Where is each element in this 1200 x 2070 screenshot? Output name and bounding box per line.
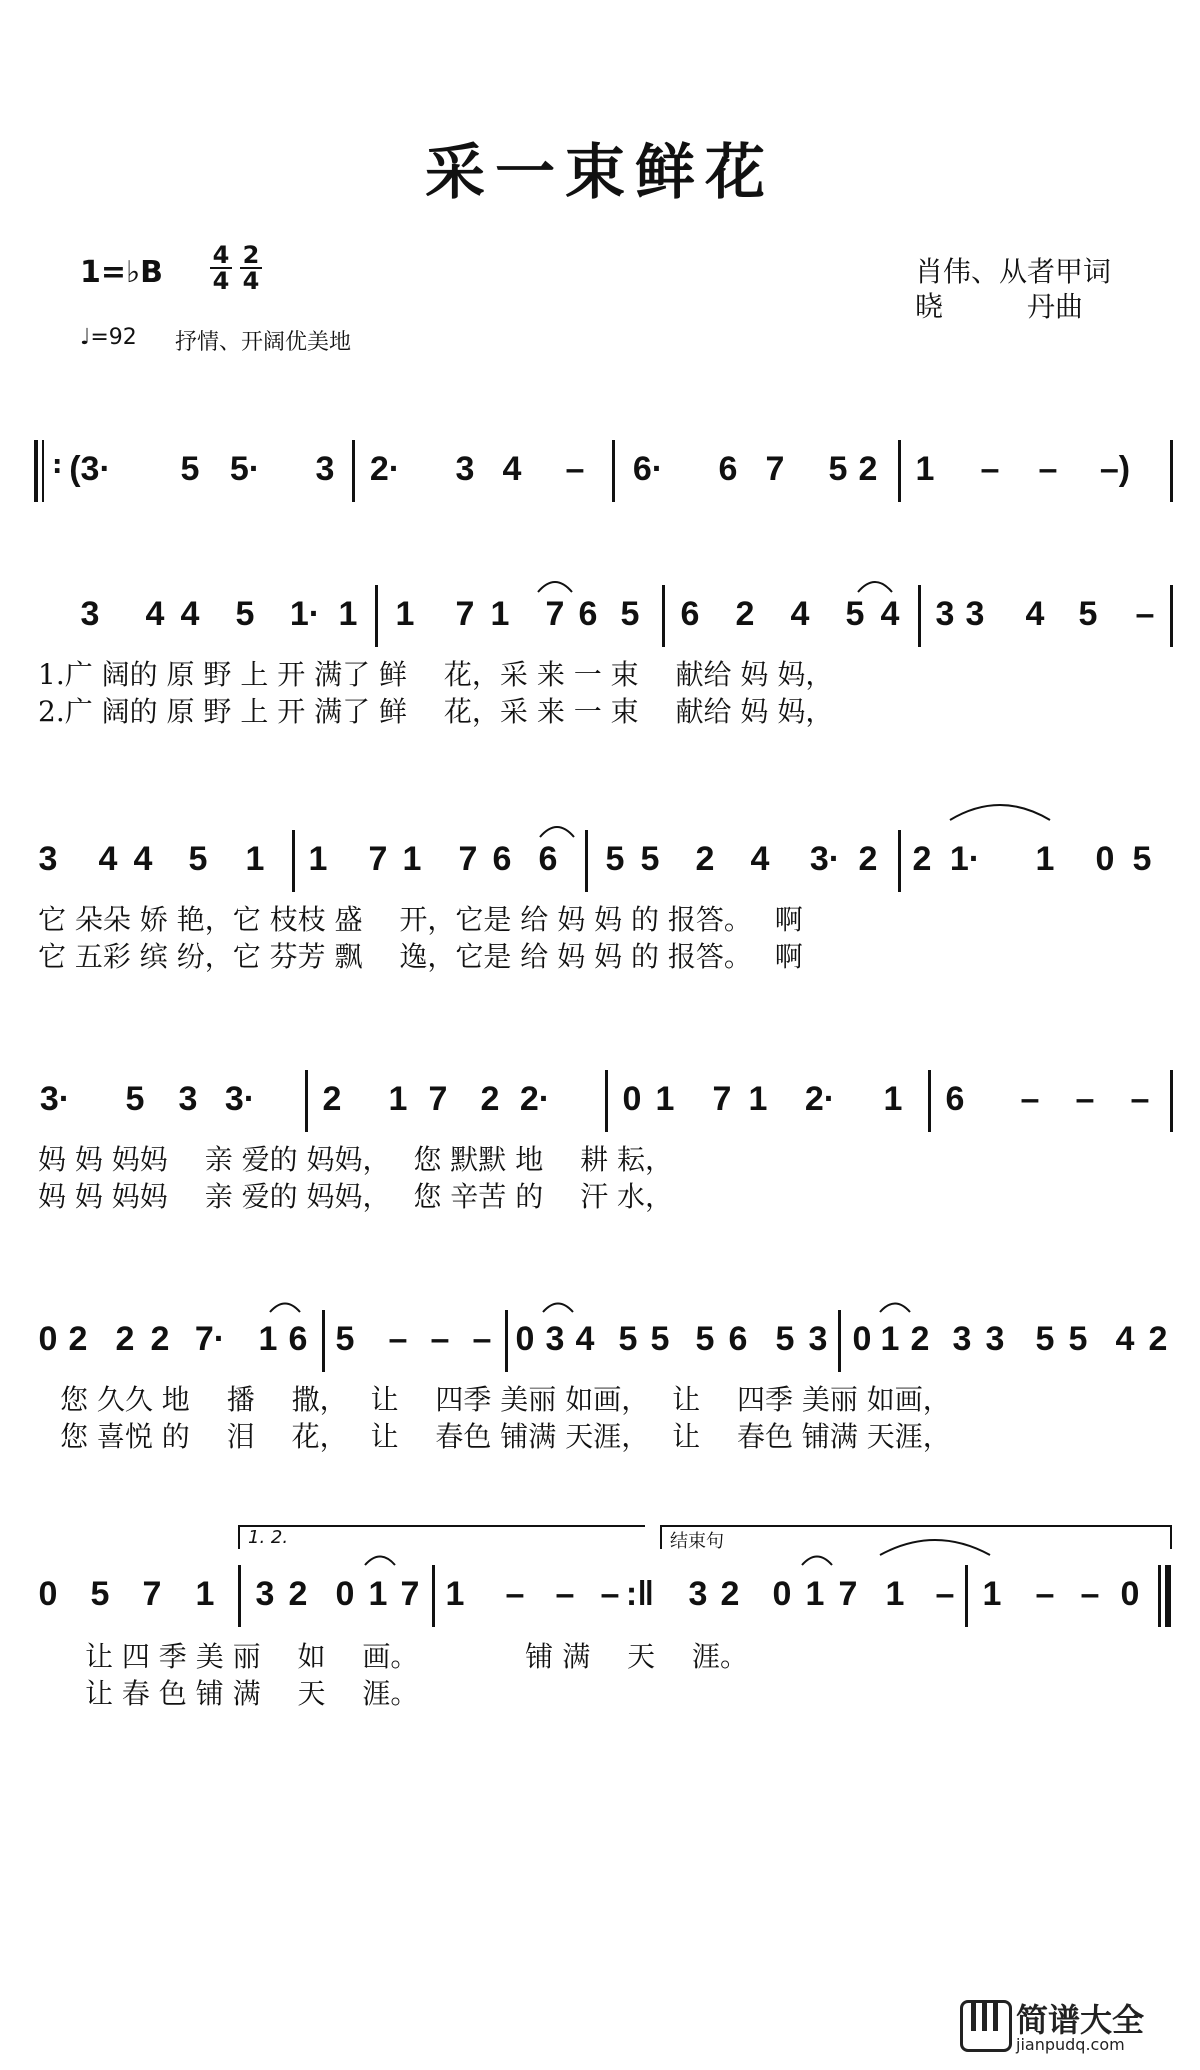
note: 5 — [605, 840, 625, 878]
note: – — [472, 1320, 492, 1358]
note: 4 — [145, 595, 165, 633]
note: 2 — [695, 840, 715, 878]
note: 1 — [445, 1575, 465, 1613]
note: 5 — [1132, 840, 1152, 878]
note: 6 — [538, 840, 558, 878]
note: 5 — [828, 450, 848, 488]
denominator: 4 — [242, 267, 260, 295]
denominator: 4 — [212, 267, 230, 295]
note: 3· — [39, 1080, 71, 1118]
note: 1 — [885, 1575, 905, 1613]
note: 7 — [458, 840, 478, 878]
note: 7 — [142, 1575, 162, 1613]
lyrics-verse-1: 1.广 阔的 原 野 上 开 满了 鲜 花，采 来 一 束 献给 妈 妈， — [38, 658, 834, 691]
note: 1 — [402, 840, 422, 878]
note: –) — [1099, 450, 1131, 488]
note: 5 — [1068, 1320, 1088, 1358]
note: 0 — [1095, 840, 1115, 878]
note: 2 — [115, 1320, 135, 1358]
note: 5 — [695, 1320, 715, 1358]
note: – — [980, 450, 1000, 488]
numerator: 2 — [242, 241, 260, 269]
note: – — [1130, 1080, 1150, 1118]
note: 7 — [455, 595, 475, 633]
tie-arc — [950, 805, 1050, 820]
note: 4 — [1025, 595, 1045, 633]
note: 3 — [80, 595, 100, 633]
note: 1 — [245, 840, 265, 878]
note: 6 — [718, 450, 738, 488]
note: 7 — [545, 595, 565, 633]
note: 2 — [912, 840, 932, 878]
site-logo — [960, 1995, 1190, 2055]
note: 3 — [455, 450, 475, 488]
note: 0 — [772, 1575, 792, 1613]
note: 1 — [1035, 840, 1055, 878]
note: 3 — [965, 595, 985, 633]
lyrics-verse-1: 让 四 季 美 丽 如 画。 铺 满 天 涯。 — [85, 1640, 749, 1673]
note: – — [1020, 1080, 1040, 1118]
note: 1 — [805, 1575, 825, 1613]
note: – — [1038, 450, 1058, 488]
note: 2 — [910, 1320, 930, 1358]
tie-arc — [880, 1540, 990, 1555]
note: 2· — [519, 1080, 551, 1118]
song-title: 采一束鲜花 — [425, 138, 775, 208]
note: 7 — [765, 450, 785, 488]
note: 5 — [640, 840, 660, 878]
note: 4 — [180, 595, 200, 633]
key — [971, 2003, 976, 2031]
lyrics-verse-2: 2.广 阔的 原 野 上 开 满了 鲜 花，采 来 一 束 献给 妈 妈， — [38, 695, 834, 728]
lyrics-verse-2: 您 喜悦 的 泪 花， 让 春色 铺满 天涯， 让 春色 铺满 天涯， — [60, 1420, 951, 1453]
note: 0 — [622, 1080, 642, 1118]
note: 6· — [632, 450, 664, 488]
note: 7 — [838, 1575, 858, 1613]
note: 6 — [728, 1320, 748, 1358]
tie-arc — [540, 827, 574, 837]
piano-keys-icon — [960, 2000, 1012, 2052]
note: 3 — [38, 840, 58, 878]
note: 1· — [289, 595, 321, 633]
note: 0 — [1120, 1575, 1140, 1613]
note: 5 — [775, 1320, 795, 1358]
note: 1 — [368, 1575, 388, 1613]
note: 0 — [515, 1320, 535, 1358]
note: 7 — [400, 1575, 420, 1613]
note: 4 — [1115, 1320, 1135, 1358]
note: 7 — [368, 840, 388, 878]
note: 3 — [255, 1575, 275, 1613]
tie-arc — [270, 1304, 300, 1313]
note: 1 — [748, 1080, 768, 1118]
note: 5 — [650, 1320, 670, 1358]
note: – — [1080, 1575, 1100, 1613]
note: 0 — [38, 1575, 58, 1613]
note: 7 — [712, 1080, 732, 1118]
note: 2 — [288, 1575, 308, 1613]
note: – — [430, 1320, 450, 1358]
composer-credit: 晓 丹曲 — [915, 290, 1084, 323]
note: – — [935, 1575, 955, 1613]
coda-label: 结束句 — [670, 1531, 724, 1552]
note: 0 — [335, 1575, 355, 1613]
lyrics-verse-1: 妈 妈 妈妈 亲 爱的 妈妈， 您 默默 地 耕 耘， — [38, 1143, 674, 1176]
note: – — [505, 1575, 525, 1613]
note: – — [565, 450, 585, 488]
tie-arc — [802, 1557, 832, 1566]
note: 1 — [258, 1320, 278, 1358]
note: 1 — [883, 1080, 903, 1118]
note: 2· — [369, 450, 401, 488]
note: 1 — [388, 1080, 408, 1118]
note: 3 — [952, 1320, 972, 1358]
note: 2· — [804, 1080, 836, 1118]
repeat-dots: : — [52, 450, 63, 480]
note: 1· — [949, 840, 981, 878]
numerator: 4 — [212, 241, 230, 269]
note: 2 — [322, 1080, 342, 1118]
lyrics-verse-2: 它 五彩 缤 纷，它 芬芳 飘 逸，它是 给 妈 妈 的 报答。 啊 — [38, 940, 803, 973]
note: 1 — [338, 595, 358, 633]
key — [982, 2003, 987, 2031]
note: – — [1135, 595, 1155, 633]
key-signature: 1=♭B — [80, 255, 164, 290]
note: 5· — [229, 450, 261, 488]
tie-arc — [543, 1304, 573, 1313]
repeat-end-sign: :‖ — [625, 1575, 655, 1613]
note: 4 — [575, 1320, 595, 1358]
tie-arc — [538, 582, 572, 592]
note: 3· — [809, 840, 841, 878]
note: 2 — [858, 840, 878, 878]
note: 3 — [545, 1320, 565, 1358]
note: – — [1035, 1575, 1055, 1613]
note: 0 — [38, 1320, 58, 1358]
note: 2 — [735, 595, 755, 633]
expression-mark: 抒情、开阔优美地 — [175, 330, 352, 355]
note: 1 — [880, 1320, 900, 1358]
note: 1 — [308, 840, 328, 878]
note: 5 — [845, 595, 865, 633]
note: 2 — [858, 450, 878, 488]
tie-arc — [880, 1304, 910, 1313]
note: 5 — [1078, 595, 1098, 633]
note: 6 — [288, 1320, 308, 1358]
note: 2 — [480, 1080, 500, 1118]
note: 3 — [808, 1320, 828, 1358]
note: 3 — [178, 1080, 198, 1118]
note: 2 — [68, 1320, 88, 1358]
note: 4 — [880, 595, 900, 633]
note: – — [1075, 1080, 1095, 1118]
note: 5 — [188, 840, 208, 878]
logo-text: 简谱大全 — [1016, 2001, 1145, 2039]
note: 4 — [750, 840, 770, 878]
note: 6 — [578, 595, 598, 633]
note: 4 — [790, 595, 810, 633]
note: 5 — [620, 595, 640, 633]
note: 5 — [1035, 1320, 1055, 1358]
note: 5 — [335, 1320, 355, 1358]
note: 2 — [720, 1575, 740, 1613]
lyrics-verse-2: 让 春 色 铺 满 天 涯。 — [85, 1677, 419, 1710]
note: 1 — [490, 595, 510, 633]
note: 1 — [982, 1575, 1002, 1613]
note: 3· — [224, 1080, 256, 1118]
tie-arc — [365, 1557, 395, 1566]
note: 3 — [315, 450, 335, 488]
note: 7 — [428, 1080, 448, 1118]
note: (3· — [69, 450, 111, 488]
note: – — [600, 1575, 620, 1613]
note: 2 — [1148, 1320, 1168, 1358]
note: 4 — [502, 450, 522, 488]
note: 5 — [180, 450, 200, 488]
note: 3 — [985, 1320, 1005, 1358]
note: 6 — [680, 595, 700, 633]
note: – — [388, 1320, 408, 1358]
note: 3 — [688, 1575, 708, 1613]
note: – — [555, 1575, 575, 1613]
note: 1 — [195, 1575, 215, 1613]
note: 5 — [125, 1080, 145, 1118]
lyricist-credit: 肖伟、从者甲词 — [915, 255, 1112, 288]
note: 6 — [945, 1080, 965, 1118]
tie-arc — [858, 582, 892, 592]
volta-label: 1. 2. — [248, 1527, 289, 1548]
lyrics-verse-2: 妈 妈 妈妈 亲 爱的 妈妈， 您 辛苦 的 汗 水， — [38, 1180, 674, 1213]
note: 1 — [915, 450, 935, 488]
note: 5 — [90, 1575, 110, 1613]
note: 5 — [235, 595, 255, 633]
note: 2 — [150, 1320, 170, 1358]
note: 1 — [655, 1080, 675, 1118]
lyrics-verse-1: 您 久久 地 播 撒， 让 四季 美丽 如画， 让 四季 美丽 如画， — [60, 1383, 951, 1416]
note: 3 — [935, 595, 955, 633]
note: 4 — [98, 840, 118, 878]
note: 6 — [492, 840, 512, 878]
lyrics-verse-1: 它 朵朵 娇 艳，它 枝枝 盛 开，它是 给 妈 妈 的 报答。 啊 — [38, 903, 803, 936]
note: 7· — [194, 1320, 226, 1358]
note: 0 — [852, 1320, 872, 1358]
tempo-mark: ♩=92 — [80, 325, 137, 350]
logo-url: jianpudq.com — [1016, 2035, 1125, 2054]
key — [993, 2003, 998, 2031]
note: 5 — [618, 1320, 638, 1358]
note: 4 — [133, 840, 153, 878]
note: 1 — [395, 595, 415, 633]
